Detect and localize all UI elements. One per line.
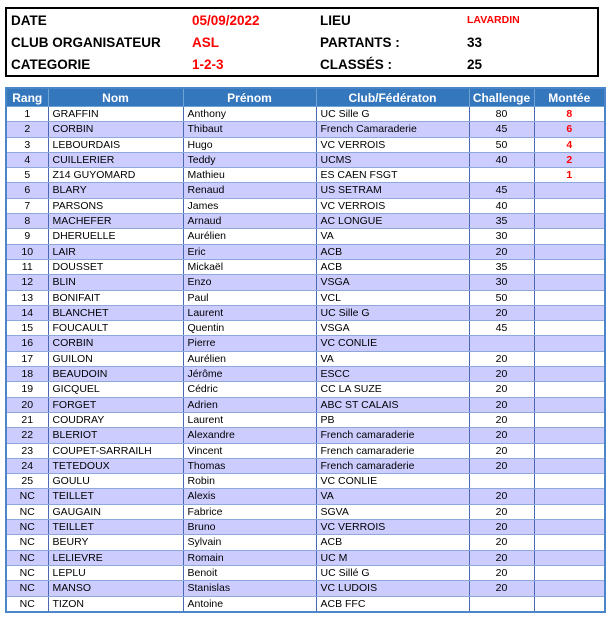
cell-prenom: Laurent (183, 305, 316, 320)
cell-club: ESCC (316, 367, 469, 382)
cell-club: VA (316, 489, 469, 504)
cell-montee (534, 367, 605, 382)
cell-prenom: Romain (183, 550, 316, 565)
cell-challenge: 20 (469, 520, 534, 535)
cell-montee (534, 581, 605, 596)
cell-prenom: Alexis (183, 489, 316, 504)
cell-club: US SETRAM (316, 183, 469, 198)
club-organisateur-value: ASL (192, 34, 219, 50)
cell-montee: 2 (534, 152, 605, 167)
table-row (6, 428, 605, 443)
cell-club: UCMS (316, 152, 469, 167)
cell-challenge: 20 (469, 367, 534, 382)
cell-challenge: 40 (469, 198, 534, 213)
cell-prenom: Enzo (183, 275, 316, 290)
table-row (6, 412, 605, 427)
cell-rang: NC (6, 565, 48, 580)
table-row (6, 535, 605, 550)
cell-montee: 4 (534, 137, 605, 152)
cell-prenom: Arnaud (183, 214, 316, 229)
col-header-nom: Nom (48, 88, 183, 107)
cell-rang: 20 (6, 397, 48, 412)
cell-nom: DOUSSET (48, 259, 183, 274)
table-row (6, 596, 605, 612)
cell-club: CC LA SUZE (316, 382, 469, 397)
cell-challenge: 20 (469, 412, 534, 427)
cell-nom: Z14 GUYOMARD (48, 168, 183, 183)
cell-prenom: Vincent (183, 443, 316, 458)
cell-rang: 9 (6, 229, 48, 244)
cell-prenom: Aurélien (183, 351, 316, 366)
cell-rang: 13 (6, 290, 48, 305)
cell-nom: LELIEVRE (48, 550, 183, 565)
table-row (6, 321, 605, 336)
table-row (6, 275, 605, 290)
cell-montee (534, 336, 605, 351)
cell-challenge: 20 (469, 550, 534, 565)
cell-club: French camaraderie (316, 458, 469, 473)
cell-rang: NC (6, 535, 48, 550)
cell-montee (534, 504, 605, 519)
cell-challenge: 45 (469, 321, 534, 336)
cell-nom: BONIFAIT (48, 290, 183, 305)
cell-rang: 18 (6, 367, 48, 382)
cell-prenom: Bruno (183, 520, 316, 535)
table-row (6, 458, 605, 473)
cell-club: ACB FFC (316, 596, 469, 612)
table-row (6, 244, 605, 259)
col-header-montee: Montée (534, 88, 605, 107)
cell-nom: TIZON (48, 596, 183, 612)
cell-rang: 3 (6, 137, 48, 152)
cell-rang: 1 (6, 107, 48, 122)
cell-prenom: Fabrice (183, 504, 316, 519)
cell-nom: COUDRAY (48, 412, 183, 427)
classes-value: 25 (467, 56, 483, 72)
cell-montee (534, 229, 605, 244)
table-row (6, 214, 605, 229)
cell-rang: 23 (6, 443, 48, 458)
cell-rang: 24 (6, 458, 48, 473)
cell-challenge: 20 (469, 489, 534, 504)
cell-challenge: 80 (469, 107, 534, 122)
cell-montee (534, 244, 605, 259)
cell-montee (534, 412, 605, 427)
cell-prenom: Laurent (183, 412, 316, 427)
cell-nom: TEILLET (48, 520, 183, 535)
cell-montee (534, 351, 605, 366)
cell-montee: 8 (534, 107, 605, 122)
cell-nom: COUPET-SARRAILH (48, 443, 183, 458)
cell-nom: BLERIOT (48, 428, 183, 443)
cell-rang: 11 (6, 259, 48, 274)
cell-nom: CORBIN (48, 122, 183, 137)
cell-prenom: Teddy (183, 152, 316, 167)
cell-club: ACB (316, 535, 469, 550)
categorie-value: 1-2-3 (192, 56, 224, 72)
classes-label: CLASSÉS : (320, 56, 393, 72)
cell-montee (534, 443, 605, 458)
table-row (6, 397, 605, 412)
table-row (6, 229, 605, 244)
cell-prenom: Aurélien (183, 229, 316, 244)
results-tbody (6, 107, 605, 612)
cell-rang: 16 (6, 336, 48, 351)
table-row (6, 550, 605, 565)
col-header-club: Club/Fédératon (316, 88, 469, 107)
cell-club: PB (316, 412, 469, 427)
cell-prenom: Mathieu (183, 168, 316, 183)
cell-challenge: 35 (469, 214, 534, 229)
cell-prenom: Anthony (183, 107, 316, 122)
cell-prenom: Stanislas (183, 581, 316, 596)
cell-club: ACB (316, 244, 469, 259)
date-label: DATE (11, 12, 47, 28)
table-row (6, 581, 605, 596)
cell-challenge: 20 (469, 305, 534, 320)
cell-prenom: Hugo (183, 137, 316, 152)
cell-rang: 14 (6, 305, 48, 320)
cell-montee: 1 (534, 168, 605, 183)
table-row (6, 259, 605, 274)
cell-rang: 15 (6, 321, 48, 336)
cell-club: VSGA (316, 275, 469, 290)
cell-montee (534, 305, 605, 320)
cell-rang: 19 (6, 382, 48, 397)
cell-club: French Camaraderie (316, 122, 469, 137)
cell-challenge (469, 336, 534, 351)
cell-nom: BLANCHET (48, 305, 183, 320)
table-row (6, 489, 605, 504)
cell-nom: LAIR (48, 244, 183, 259)
cell-club: UC Sillé G (316, 565, 469, 580)
cell-rang: 17 (6, 351, 48, 366)
cell-club: ES CAEN FSGT (316, 168, 469, 183)
col-header-prenom: Prénom (183, 88, 316, 107)
cell-prenom: Jérôme (183, 367, 316, 382)
cell-challenge (469, 596, 534, 612)
cell-prenom: Robin (183, 474, 316, 489)
cell-club: ABC ST CALAIS (316, 397, 469, 412)
cell-montee (534, 535, 605, 550)
cell-club: ACB (316, 259, 469, 274)
table-row (6, 107, 605, 122)
cell-nom: BEAUDOIN (48, 367, 183, 382)
cell-challenge: 20 (469, 581, 534, 596)
cell-nom: GAUGAIN (48, 504, 183, 519)
cell-challenge: 50 (469, 137, 534, 152)
table-row (6, 152, 605, 167)
cell-rang: NC (6, 504, 48, 519)
table-row (6, 137, 605, 152)
cell-challenge: 20 (469, 535, 534, 550)
cell-club: VC LUDOIS (316, 581, 469, 596)
cell-nom: GOULU (48, 474, 183, 489)
col-header-rang: Rang (6, 88, 48, 107)
cell-challenge: 50 (469, 290, 534, 305)
cell-montee (534, 397, 605, 412)
cell-nom: LEPLU (48, 565, 183, 580)
cell-challenge: 20 (469, 351, 534, 366)
cell-prenom: Pierre (183, 336, 316, 351)
cell-montee (534, 275, 605, 290)
cell-challenge: 30 (469, 275, 534, 290)
cell-nom: BLIN (48, 275, 183, 290)
cell-challenge: 40 (469, 152, 534, 167)
cell-challenge: 20 (469, 458, 534, 473)
table-row (6, 367, 605, 382)
cell-prenom: Adrien (183, 397, 316, 412)
cell-nom: FOUCAULT (48, 321, 183, 336)
table-row (6, 168, 605, 183)
cell-club: VC CONLIE (316, 336, 469, 351)
cell-rang: 12 (6, 275, 48, 290)
cell-rang: NC (6, 581, 48, 596)
cell-club: UC M (316, 550, 469, 565)
date-value: 05/09/2022 (192, 12, 260, 28)
cell-rang: 10 (6, 244, 48, 259)
table-header-row (6, 88, 605, 107)
cell-challenge: 45 (469, 183, 534, 198)
club-organisateur-label: CLUB ORGANISATEUR (11, 34, 161, 50)
cell-rang: 8 (6, 214, 48, 229)
table-row (6, 336, 605, 351)
cell-nom: BLARY (48, 183, 183, 198)
cell-prenom: Thomas (183, 458, 316, 473)
cell-prenom: Antoine (183, 596, 316, 612)
table-row (6, 520, 605, 535)
cell-nom: FORGET (48, 397, 183, 412)
cell-rang: NC (6, 550, 48, 565)
cell-montee (534, 382, 605, 397)
table-row (6, 474, 605, 489)
table-row (6, 351, 605, 366)
partants-label: PARTANTS : (320, 34, 400, 50)
cell-montee (534, 428, 605, 443)
cell-nom: PARSONS (48, 198, 183, 213)
cell-rang: NC (6, 489, 48, 504)
cell-club: VCL (316, 290, 469, 305)
table-row (6, 290, 605, 305)
cell-club: VC VERROIS (316, 198, 469, 213)
cell-rang: 21 (6, 412, 48, 427)
table-row (6, 504, 605, 519)
cell-challenge: 30 (469, 229, 534, 244)
cell-prenom: Benoit (183, 565, 316, 580)
cell-challenge: 20 (469, 397, 534, 412)
cell-club: French camaraderie (316, 443, 469, 458)
cell-challenge: 45 (469, 122, 534, 137)
cell-montee (534, 458, 605, 473)
cell-montee (534, 550, 605, 565)
cell-montee (534, 259, 605, 274)
cell-nom: MANSO (48, 581, 183, 596)
cell-montee (534, 520, 605, 535)
cell-montee (534, 489, 605, 504)
cell-rang: 6 (6, 183, 48, 198)
cell-club: VSGA (316, 321, 469, 336)
cell-club: SGVA (316, 504, 469, 519)
cell-challenge (469, 168, 534, 183)
cell-challenge (469, 474, 534, 489)
cell-challenge: 20 (469, 504, 534, 519)
cell-prenom: Eric (183, 244, 316, 259)
cell-montee (534, 565, 605, 580)
cell-rang: NC (6, 520, 48, 535)
cell-club: French camaraderie (316, 428, 469, 443)
cell-rang: 25 (6, 474, 48, 489)
cell-montee: 6 (534, 122, 605, 137)
cell-challenge: 20 (469, 244, 534, 259)
cell-montee (534, 183, 605, 198)
cell-rang: 2 (6, 122, 48, 137)
cell-nom: CUILLERIER (48, 152, 183, 167)
table-row (6, 305, 605, 320)
cell-prenom: Quentin (183, 321, 316, 336)
lieu-value: LAVARDIN (467, 14, 520, 26)
cell-rang: 5 (6, 168, 48, 183)
cell-nom: TETEDOUX (48, 458, 183, 473)
cell-rang: 22 (6, 428, 48, 443)
col-header-challenge: Challenge (469, 88, 534, 107)
cell-prenom: Mickaël (183, 259, 316, 274)
table-row (6, 183, 605, 198)
cell-rang: 7 (6, 198, 48, 213)
categorie-label: CATEGORIE (11, 56, 91, 72)
cell-nom: TEILLET (48, 489, 183, 504)
cell-nom: GUILON (48, 351, 183, 366)
cell-club: UC Sille G (316, 107, 469, 122)
cell-montee (534, 198, 605, 213)
partants-value: 33 (467, 34, 483, 50)
table-row (6, 382, 605, 397)
cell-montee (534, 290, 605, 305)
cell-prenom: Paul (183, 290, 316, 305)
cell-prenom: James (183, 198, 316, 213)
cell-nom: DHERUELLE (48, 229, 183, 244)
cell-club: VA (316, 229, 469, 244)
cell-nom: GICQUEL (48, 382, 183, 397)
cell-montee (534, 321, 605, 336)
table-row (6, 122, 605, 137)
cell-nom: MACHEFER (48, 214, 183, 229)
table-row (6, 443, 605, 458)
cell-prenom: Renaud (183, 183, 316, 198)
cell-montee (534, 474, 605, 489)
cell-montee (534, 214, 605, 229)
cell-montee (534, 596, 605, 612)
cell-club: VC VERROIS (316, 137, 469, 152)
cell-club: VC CONLIE (316, 474, 469, 489)
cell-prenom: Sylvain (183, 535, 316, 550)
cell-challenge: 20 (469, 443, 534, 458)
cell-challenge: 35 (469, 259, 534, 274)
results-table (5, 87, 606, 613)
cell-challenge: 20 (469, 428, 534, 443)
cell-nom: GRAFFIN (48, 107, 183, 122)
cell-club: UC Sille G (316, 305, 469, 320)
event-info-block (5, 7, 599, 77)
cell-prenom: Cédric (183, 382, 316, 397)
cell-challenge: 20 (469, 382, 534, 397)
cell-prenom: Thibaut (183, 122, 316, 137)
table-row (6, 198, 605, 213)
cell-club: VC VERROIS (316, 520, 469, 535)
cell-club: VA (316, 351, 469, 366)
cell-challenge: 20 (469, 565, 534, 580)
cell-nom: LEBOURDAIS (48, 137, 183, 152)
cell-prenom: Alexandre (183, 428, 316, 443)
cell-club: AC LONGUE (316, 214, 469, 229)
cell-nom: CORBIN (48, 336, 183, 351)
cell-rang: 4 (6, 152, 48, 167)
lieu-label: LIEU (320, 12, 351, 28)
cell-rang: NC (6, 596, 48, 612)
cell-nom: BEURY (48, 535, 183, 550)
table-row (6, 565, 605, 580)
